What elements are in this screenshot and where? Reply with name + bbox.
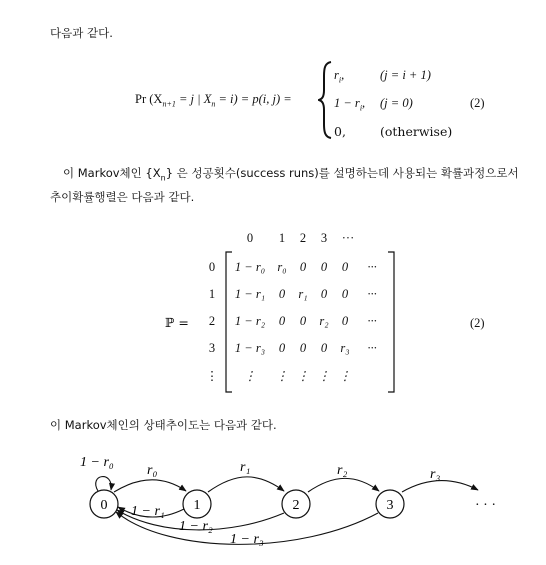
- state-label-2: 2: [292, 498, 300, 513]
- matrix-col-header: 2: [299, 231, 307, 245]
- matrix-cell: r₁: [298, 287, 308, 301]
- back-label-1-r2: 1 − r₂: [179, 519, 213, 534]
- forward-label-r1: r₁: [240, 460, 251, 475]
- matrix-cell: 0: [299, 341, 307, 355]
- para-line1-sub: n: [160, 173, 166, 183]
- forward-arrow-1-2: [208, 477, 284, 492]
- eq-lhs-sub1: n+1: [162, 99, 176, 109]
- case-1-end: ,: [341, 68, 345, 82]
- state-label-3: 3: [386, 498, 394, 513]
- forward-label-r0: r₀: [147, 463, 158, 478]
- matrix-row-label: 3: [208, 341, 216, 355]
- matrix-col-header: 3: [320, 231, 328, 245]
- matrix-cell: 1 − r₂: [234, 314, 266, 328]
- case-2-sub: i: [359, 103, 363, 113]
- matrix-cell: ···: [367, 260, 377, 274]
- matrix-row-label: 1: [208, 287, 216, 301]
- matrix-row-label: ⋮: [205, 369, 219, 383]
- diagram-caption: 이 Markov체인의 상태추이도는 다음과 같다.: [50, 418, 277, 432]
- case-1-sub: i: [338, 75, 342, 85]
- matrix-label: ℙ =: [165, 315, 189, 330]
- matrix-cell: 0: [320, 341, 328, 355]
- matrix-col-header: ···: [341, 231, 355, 245]
- matrix-row-label: 0: [208, 260, 216, 274]
- matrix-cell: 0: [341, 314, 349, 328]
- matrix-row-label: 2: [208, 314, 216, 328]
- forward-label-r3: r₃: [430, 467, 441, 482]
- forward-arrow-3-next: [402, 481, 478, 493]
- diagram-ellipsis: · · ·: [475, 498, 496, 513]
- matrix-cell: r₂: [319, 314, 329, 328]
- matrix-cell: 0: [341, 287, 349, 301]
- matrix-cell: ⋮: [275, 369, 289, 383]
- matrix-cell: 0: [278, 314, 286, 328]
- case-1-value: r: [334, 68, 339, 82]
- para-line1-a: 이 Markov체인 {X: [63, 166, 161, 180]
- case-2-value: 1 − r: [334, 96, 360, 110]
- matrix-cell: ···: [367, 341, 377, 355]
- equation-number-2: (2): [470, 316, 485, 330]
- matrix-cell: 0: [278, 341, 286, 355]
- case-3-value: 0,: [334, 124, 346, 139]
- paragraph-line-2: 추이확률행렬은 다음과 같다.: [50, 190, 195, 204]
- back-label-1-r1: 1 − r₁: [131, 504, 165, 519]
- self-loop-label: 1 − r₀: [80, 455, 114, 470]
- eq-lhs-end: = i) = p(i, j) =: [215, 92, 292, 106]
- intro-line: 다음과 같다.: [50, 26, 113, 40]
- eq-lhs-start: Pr (X: [135, 92, 163, 106]
- self-loop-arrow: [96, 477, 112, 491]
- matrix-cell: ⋮: [317, 369, 331, 383]
- matrix-cell: r₀: [277, 260, 287, 274]
- matrix-cell: r₃: [340, 341, 350, 355]
- matrix-cell: 1 − r₃: [234, 341, 266, 355]
- forward-arrow-0-1: [114, 480, 186, 492]
- case-3-cond: (otherwise): [380, 124, 453, 139]
- case-1-cond: (j = i + 1): [380, 68, 431, 82]
- equation-number-1: (2): [470, 96, 485, 110]
- matrix-cell: 0: [299, 260, 307, 274]
- matrix-col-header: 0: [246, 231, 254, 245]
- eq-lhs-mid: = j | X: [175, 92, 212, 106]
- matrix-cell: 0: [299, 314, 307, 328]
- matrix-cell: 0: [278, 287, 286, 301]
- state-label-0: 0: [100, 498, 108, 513]
- state-label-1: 1: [193, 498, 201, 513]
- forward-arrow-2-3: [308, 478, 379, 492]
- case-2-cond: (j = 0): [380, 96, 413, 110]
- forward-label-r2: r₂: [337, 463, 348, 478]
- para-line1-b: } 은 성공횟수(success runs)를 설명하는데 사용되는 확률과정으로서: [165, 166, 519, 180]
- case-2-end: ,: [362, 96, 366, 110]
- matrix-cell: 0: [320, 260, 328, 274]
- matrix-cell: ···: [367, 287, 377, 301]
- matrix-cell: 0: [341, 260, 349, 274]
- eq-lhs-sub2: n: [211, 99, 216, 109]
- matrix-cell: 0: [320, 287, 328, 301]
- matrix-cell: 1 − r₀: [234, 260, 266, 274]
- matrix-cell: ⋮: [338, 369, 352, 383]
- matrix-cell: 1 − r₁: [234, 287, 266, 301]
- matrix-cell: ⋮: [296, 369, 310, 383]
- matrix-col-header: 1: [278, 231, 286, 245]
- matrix-cell: ⋮: [243, 369, 257, 383]
- matrix-cell: ···: [367, 314, 377, 328]
- back-label-1-r3: 1 − r₃: [230, 532, 264, 547]
